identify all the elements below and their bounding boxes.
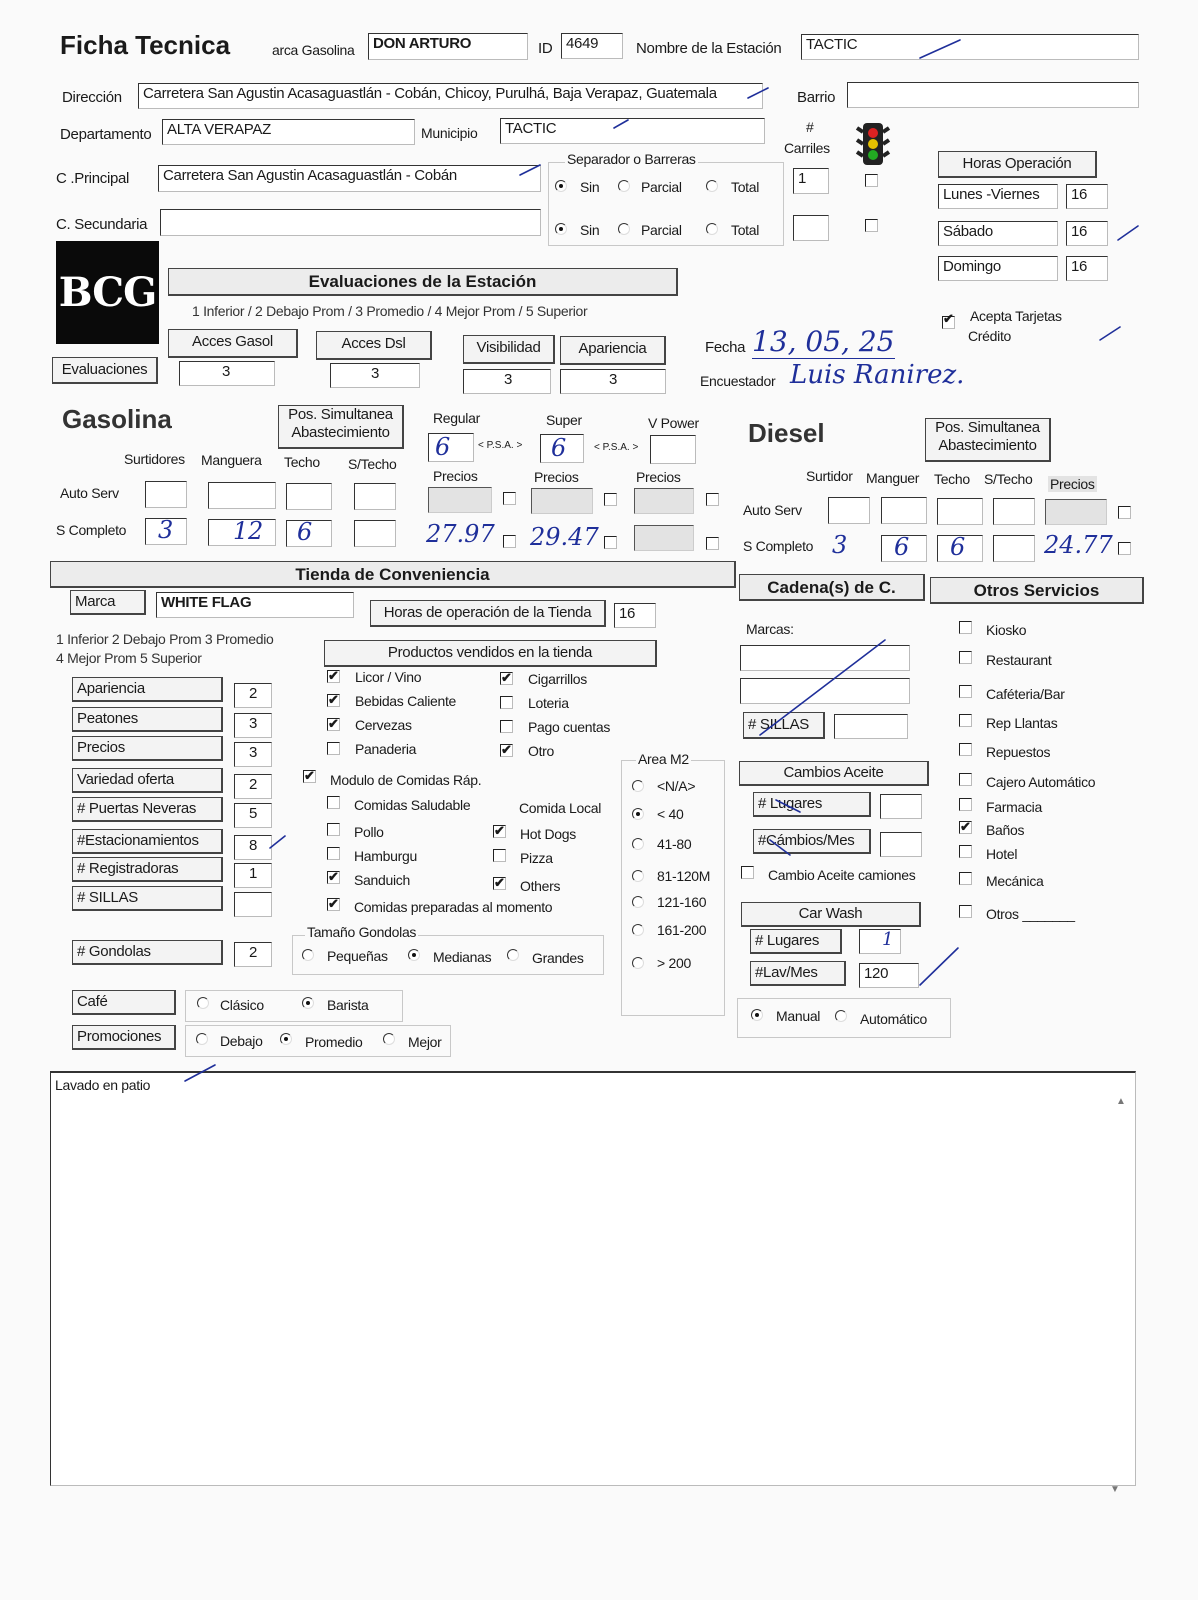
otros-checkbox-7[interactable] — [959, 821, 972, 834]
sc-manguera-field[interactable]: 12 — [208, 519, 276, 546]
otros-checkbox-6[interactable] — [959, 798, 972, 811]
modulo-comidas-checkbox[interactable]: ✔ — [304, 768, 315, 783]
traffic-light-icon — [855, 122, 891, 166]
total-label: Total — [731, 222, 760, 238]
horas-lunes-viernes-field[interactable]: 16 — [1066, 184, 1108, 209]
barista-label: Barista — [327, 997, 369, 1013]
parcial-label: Parcial — [641, 179, 682, 195]
d-sc-precio[interactable]: 24.77 — [1044, 531, 1113, 559]
direccion-label: Dirección — [62, 89, 122, 106]
manguera-header: Manguera — [201, 452, 262, 468]
horas-sabado-label: Sábado — [938, 221, 1058, 246]
d-as-techo-field[interactable] — [937, 498, 983, 525]
diesel-title: Diesel — [748, 418, 825, 448]
separador-principal-sin-radio[interactable] — [555, 180, 567, 192]
barrio-label: Barrio — [797, 89, 836, 106]
producto-checkbox-3[interactable] — [500, 696, 513, 709]
rating-value-6: 1 — [249, 865, 258, 882]
separador-principal-parcial-radio[interactable] — [618, 180, 630, 192]
gasolina-title: Gasolina — [62, 404, 172, 434]
area-radio-5[interactable] — [632, 924, 644, 936]
area-label-2: 41-80 — [657, 836, 692, 852]
diesel-auto-serv-label: Auto Serv — [743, 502, 802, 518]
area-radio-0[interactable] — [632, 780, 644, 792]
sc-regular-checkbox[interactable] — [503, 535, 516, 548]
comida-label-0: Comidas Saludable — [354, 797, 471, 813]
gasolina-pos-simultanea: Pos. Simultanea Abastecimiento — [278, 405, 404, 449]
otros-label-1: Restaurant — [986, 652, 1052, 668]
mejor-label: Mejor — [408, 1034, 442, 1050]
barrio-field[interactable] — [847, 82, 1139, 108]
otros-checkbox-2[interactable] — [959, 685, 972, 698]
c-secundaria-field[interactable] — [160, 209, 541, 236]
otros-checkbox-1[interactable] — [959, 651, 972, 664]
carwash-manual-radio[interactable] — [751, 1009, 763, 1021]
comida-checkbox-3[interactable] — [327, 847, 340, 860]
otros-checkbox-3[interactable] — [959, 714, 972, 727]
otros-label-6: Farmacia — [986, 799, 1042, 815]
vpower-header: V Power — [648, 415, 699, 431]
psa-label: < P.S.A. > — [594, 442, 639, 453]
marca-gasolina-label: arca Gasolina — [272, 42, 355, 58]
page-title: Ficha Tecnica — [60, 30, 231, 60]
evaluaciones-scale: 1 Inferior / 2 Debajo Prom / 3 Promedio / 4 Mejor Prom / 5 Superior — [192, 303, 588, 319]
otros-label-7: Baños — [986, 822, 1025, 838]
as-techo-field[interactable] — [286, 483, 332, 510]
c-principal-field[interactable]: Carretera San Agustin Acasaguastlán - Cobán — [158, 165, 541, 192]
otros-label-3: Rep Llantas — [986, 715, 1058, 731]
producto-label-0: Licor / Vino — [355, 669, 422, 685]
check-icon: ✔ — [328, 716, 339, 731]
diesel-s-completo-label: S Completo — [743, 538, 814, 554]
area-radio-6[interactable] — [632, 957, 644, 969]
sc-precio-regular[interactable]: 27.97 — [426, 520, 495, 548]
horas-domingo-field[interactable]: 16 — [1066, 256, 1108, 281]
producto-checkbox-5[interactable] — [500, 720, 513, 733]
sc-surtidores-field[interactable]: 3 — [145, 518, 187, 545]
otros-checkbox-0[interactable] — [959, 621, 972, 634]
producto-label-4: Cervezas — [355, 717, 412, 733]
tienda-marca-field[interactable]: WHITE FLAG — [156, 592, 354, 618]
sc-precio-super[interactable]: 29.47 — [530, 523, 599, 551]
rating-field-4[interactable] — [234, 803, 272, 828]
producto-checkbox-1[interactable] — [500, 672, 513, 685]
municipio-label: Municipio — [421, 125, 478, 141]
scroll-down-icon[interactable]: ▼ — [1110, 1484, 1120, 1495]
rating-label-7: # SILLAS — [72, 886, 223, 911]
acces-gasol-button[interactable]: Acces Gasol — [168, 329, 298, 358]
rating-label-3: Variedad oferta — [72, 768, 223, 793]
producto-label-6: Panaderia — [355, 741, 417, 757]
cambios-mes-label: #Cámbios/Mes — [753, 829, 871, 854]
comida-checkbox-4[interactable] — [493, 849, 506, 862]
cw-lugares-label: # Lugares — [750, 929, 842, 954]
rating-value-3: 2 — [249, 776, 258, 793]
as-super-checkbox[interactable] — [604, 493, 617, 506]
tienda-horas-label: Horas de operación de la Tienda — [370, 600, 606, 627]
carriles-label: Carriles — [784, 140, 830, 156]
sc-stecho-field[interactable] — [354, 520, 396, 547]
rating-field-0[interactable] — [234, 683, 272, 708]
direccion-field[interactable]: Carretera San Agustin Acasaguastlán - Cobán, Chicoy, Purulhá, Baja Verapaz, Guatemala — [138, 83, 763, 109]
gondolas-field[interactable]: 2 — [234, 942, 272, 967]
d-sc-surtidor[interactable]: 3 — [832, 531, 848, 559]
d-as-manguer-field[interactable] — [881, 497, 927, 524]
acepta-tarjetas-checkbox[interactable] — [942, 311, 955, 329]
separador-title: Separador o Barreras — [567, 151, 696, 167]
tienda-scale-2: 4 Mejor Prom 5 Superior — [56, 650, 202, 666]
s-completo-label: S Completo — [56, 522, 127, 538]
rating-field-2[interactable] — [234, 742, 272, 767]
marcas-field-1[interactable] — [740, 645, 910, 671]
auto-serv-label: Auto Serv — [60, 485, 119, 501]
rating-label-5: #Estacionamientos — [72, 829, 223, 854]
credito-label: Crédito — [968, 328, 1012, 344]
diesel-stecho-header: S/Techo — [984, 471, 1033, 487]
techo-header: Techo — [284, 454, 320, 470]
c-principal-label: C .Principal — [56, 170, 130, 187]
acces-dsl-field[interactable]: 3 — [330, 363, 420, 388]
comida-label-5: Sanduich — [354, 872, 410, 888]
d-as-surtidor-field[interactable] — [828, 497, 870, 524]
rating-value-2: 3 — [249, 744, 258, 761]
producto-checkbox-4[interactable] — [327, 718, 340, 731]
separador-secundaria-parcial-radio[interactable] — [618, 223, 630, 235]
otros-label-9: Mecánica — [986, 873, 1044, 889]
rating-value-5: 8 — [249, 837, 258, 854]
check-icon: ✔ — [960, 819, 971, 834]
area-label-3: 81-120M — [657, 868, 711, 884]
visibilidad-field[interactable]: 3 — [463, 369, 551, 394]
check-icon: ✔ — [501, 742, 512, 757]
cambios-mes-field[interactable] — [880, 832, 922, 857]
otros-checkbox-5[interactable] — [959, 773, 972, 786]
as-precio-vpower-field[interactable] — [634, 488, 694, 514]
municipio-field[interactable]: TACTIC — [500, 118, 765, 144]
comida-label-4: Pizza — [520, 850, 553, 866]
comida-label-7: Comidas preparadas al momento — [354, 899, 553, 915]
tienda-title: Tienda de Conveniencia — [50, 561, 736, 588]
check-icon: ✔ — [328, 692, 339, 707]
d-as-checkbox[interactable] — [1118, 506, 1131, 519]
as-manguera-field[interactable] — [208, 482, 276, 509]
rating-value-0: 2 — [249, 685, 258, 702]
regular-pos-field[interactable]: 6 — [428, 433, 474, 462]
cafe-group — [185, 990, 403, 1022]
parcial-label: Parcial — [641, 222, 682, 238]
producto-label-1: Cigarrillos — [528, 671, 587, 687]
comida-checkbox-2[interactable] — [493, 825, 506, 838]
tamano-gondolas-title: Tamaño Gondolas — [307, 924, 417, 940]
rating-label-4: # Puertas Neveras — [72, 797, 223, 822]
d-sc-techo-field[interactable]: 6 — [937, 535, 983, 562]
sc-techo-field[interactable]: 6 — [286, 520, 332, 547]
acces-dsl-button[interactable]: Acces Dsl — [316, 331, 432, 360]
producto-label-7: Otro — [528, 743, 555, 759]
horas-lunes-viernes-label: Lunes -Viernes — [938, 184, 1058, 209]
comida-checkbox-6[interactable] — [493, 877, 506, 890]
producto-checkbox-0[interactable] — [327, 670, 340, 683]
lav-mes-field[interactable]: 120 — [859, 963, 919, 988]
area-radio-3[interactable] — [632, 870, 644, 882]
cafe-clasico-radio[interactable] — [197, 997, 209, 1009]
vpower-pos-field[interactable] — [650, 435, 696, 464]
separador-principal-total-radio[interactable] — [706, 180, 718, 192]
tienda-marca-label: Marca — [70, 590, 146, 615]
evaluaciones-row-label: Evaluaciones — [52, 357, 158, 384]
gondolas-medianas-radio[interactable] — [408, 949, 420, 961]
cambios-aceite-title: Cambios Aceite — [739, 761, 929, 786]
apariencia-button[interactable]: Apariencia — [560, 336, 666, 365]
promo-promedio-radio[interactable] — [280, 1033, 292, 1045]
scroll-up-icon[interactable]: ▲ — [1116, 1096, 1126, 1107]
area-m2-title: Area M2 — [638, 751, 689, 767]
cambio-camiones-label: Cambio Aceite camiones — [768, 867, 916, 883]
area-radio-4[interactable] — [632, 896, 644, 908]
comida-checkbox-5[interactable] — [327, 871, 340, 884]
area-radio-1[interactable] — [632, 808, 644, 820]
surtidor-header: Surtidor — [806, 468, 853, 484]
rating-label-2: Precios — [72, 736, 223, 761]
producto-checkbox-7[interactable] — [500, 744, 513, 757]
total-label: Total — [731, 179, 760, 195]
car-wash-title: Car Wash — [741, 902, 921, 927]
fecha-label: Fecha — [705, 339, 746, 356]
sin-label: Sin — [580, 179, 600, 195]
comida-label-1: Pollo — [354, 824, 384, 840]
comida-checkbox-7[interactable] — [327, 898, 340, 911]
departamento-field[interactable]: ALTA VERAPAZ — [162, 119, 415, 145]
manual-label: Manual — [776, 1008, 821, 1024]
promo-debajo-radio[interactable] — [196, 1033, 208, 1045]
d-sc-checkbox[interactable] — [1118, 542, 1131, 555]
fecha-value[interactable]: 13, 05, 25 — [752, 325, 895, 358]
area-label-6: > 200 — [657, 955, 691, 971]
carwash-automatico-radio[interactable] — [835, 1010, 847, 1022]
rating-label-6: # Registradoras — [72, 857, 223, 882]
visibilidad-button[interactable]: Visibilidad — [463, 335, 555, 364]
departamento-label: Departamento — [60, 126, 152, 143]
semaforo-secundaria-checkbox[interactable] — [865, 219, 878, 232]
gondolas-pequenas-radio[interactable] — [302, 949, 314, 961]
c-secundaria-label: C. Secundaria — [56, 216, 148, 233]
rating-field-5[interactable] — [234, 835, 272, 860]
surtidores-header: Surtidores — [124, 451, 185, 467]
promedio-label: Promedio — [305, 1034, 363, 1050]
productos-title: Productos vendidos en la tienda — [324, 640, 657, 667]
encuestador-label: Encuestador — [700, 373, 776, 389]
encuestador-value[interactable]: Luis Ranirez. — [790, 360, 965, 390]
evaluaciones-title: Evaluaciones de la Estación — [168, 268, 678, 296]
otros-label-0: Kiosko — [986, 622, 1027, 638]
sin-label: Sin — [580, 222, 600, 238]
area-label-0: <N/A> — [657, 778, 696, 794]
psa-label: < P.S.A. > — [478, 440, 523, 451]
otros-checkbox-4[interactable] — [959, 743, 972, 756]
medianas-label: Medianas — [433, 949, 492, 965]
acces-gasol-field[interactable]: 3 — [179, 361, 275, 386]
gondolas-label: # Gondolas — [72, 940, 223, 965]
modulo-comidas-label: Modulo de Comidas Ráp. — [330, 772, 482, 788]
cafe-label: Café — [72, 990, 176, 1015]
rating-label-1: Peatones — [72, 707, 223, 732]
precios-super-header: Precios — [534, 469, 579, 485]
otros-label-5: Cajero Automático — [986, 774, 1096, 790]
cadena-sillas-field[interactable] — [834, 714, 908, 739]
tienda-scale-1: 1 Inferior 2 Debajo Prom 3 Promedio — [56, 631, 274, 647]
area-radio-2[interactable] — [632, 838, 644, 850]
manguer-header: Manguer — [866, 470, 920, 486]
gondolas-grandes-radio[interactable] — [507, 949, 519, 961]
debajo-label: Debajo — [220, 1033, 263, 1049]
notes-textarea[interactable]: Lavado en patio — [50, 1071, 1136, 1486]
ca-lugares-label: # Lugares — [753, 792, 871, 817]
check-icon: ✔ — [501, 670, 512, 685]
carriles-secundaria-field[interactable] — [793, 215, 829, 241]
cadena-title: Cadena(s) de C. — [739, 574, 925, 601]
d-as-precio-field[interactable] — [1045, 499, 1107, 525]
rating-field-6[interactable] — [234, 863, 272, 888]
otros-checkbox-8[interactable] — [959, 845, 972, 858]
otros-label-10: Otros _______ — [986, 906, 1075, 922]
id-label: ID — [538, 40, 553, 57]
clasico-label: Clásico — [220, 997, 264, 1013]
producto-label-3: Loteria — [528, 695, 569, 711]
sc-precio-vpower-field[interactable] — [634, 525, 694, 551]
otros-label-8: Hotel — [986, 846, 1018, 862]
rating-field-3[interactable] — [234, 774, 272, 799]
check-icon: ✔ — [494, 823, 505, 838]
area-label-5: 161-200 — [657, 922, 707, 938]
check-icon: ✔ — [943, 311, 954, 326]
carriles-hash: # — [806, 119, 814, 135]
check-icon: ✔ — [328, 896, 339, 911]
comida-label-2: Hot Dogs — [520, 826, 576, 842]
rating-field-1[interactable] — [234, 713, 272, 738]
ca-lugares-field[interactable] — [880, 794, 922, 819]
cadena-sillas-label: # SILLAS — [743, 712, 825, 739]
bcg-logo: BCG — [56, 241, 159, 344]
marca-gasolina-field[interactable]: DON ARTURO — [368, 33, 528, 60]
carriles-principal-field[interactable]: 1 — [793, 168, 829, 194]
producto-checkbox-6[interactable] — [327, 742, 340, 755]
producto-label-5: Pago cuentas — [528, 719, 611, 735]
rating-field-7[interactable] — [234, 892, 272, 917]
d-sc-stecho-field[interactable] — [993, 535, 1035, 562]
comida-label-6: Others — [520, 878, 561, 894]
horas-domingo-label: Domingo — [938, 256, 1058, 281]
check-icon: ✔ — [328, 869, 339, 884]
comida-label-3: Hamburgu — [354, 848, 417, 864]
otros-label-4: Repuestos — [986, 744, 1051, 760]
as-surtidores-field[interactable] — [145, 481, 187, 508]
grandes-label: Grandes — [532, 950, 584, 966]
diesel-pos-simultanea: Pos. Simultanea Abastecimiento — [925, 418, 1051, 462]
marcas-label: Marcas: — [746, 621, 794, 637]
otros-servicios-title: Otros Servicios — [930, 577, 1144, 604]
comida-checkbox-0[interactable] — [327, 796, 340, 809]
diesel-precios-header: Precios — [1050, 476, 1095, 492]
lav-mes-label: #Lav/Mes — [750, 961, 846, 986]
as-stecho-field[interactable] — [354, 483, 396, 510]
sc-vpower-checkbox[interactable] — [706, 537, 719, 550]
id-field[interactable]: 4649 — [561, 33, 623, 59]
comida-local-label: Comida Local — [519, 800, 601, 816]
area-m2-group — [621, 760, 725, 1016]
acepta-tarjetas-label: Acepta Tarjetas — [970, 308, 1062, 324]
cafe-barista-radio[interactable] — [302, 997, 314, 1009]
sc-super-checkbox[interactable] — [604, 536, 617, 549]
semaforo-principal-checkbox[interactable] — [865, 174, 878, 187]
s-techo-header: S/Techo — [348, 456, 397, 472]
as-regular-checkbox[interactable] — [503, 492, 516, 505]
rating-label-0: Apariencia — [72, 677, 223, 702]
check-icon: ✔ — [328, 668, 339, 683]
marcas-field-2[interactable] — [740, 678, 910, 704]
separador-secundaria-total-radio[interactable] — [706, 223, 718, 235]
otros-label-2: Caféteria/Bar — [986, 686, 1065, 702]
horas-sabado-field[interactable]: 16 — [1066, 221, 1108, 246]
cambio-camiones-checkbox[interactable] — [741, 866, 754, 879]
automatico-label: Automático — [860, 1011, 928, 1027]
as-precio-regular-field[interactable] — [428, 487, 492, 513]
nombre-estacion-label: Nombre de la Estación — [636, 40, 782, 57]
cw-lugares-field[interactable]: 1 — [859, 929, 901, 954]
separador-secundaria-sin-radio[interactable] — [555, 223, 567, 235]
precios-vpower-header: Precios — [636, 469, 681, 485]
nombre-estacion-field[interactable]: TACTIC — [801, 34, 1139, 60]
d-sc-manguer-field[interactable]: 6 — [881, 535, 927, 562]
horas-operacion-title: Horas Operación — [938, 151, 1097, 178]
as-precio-super-field[interactable] — [531, 488, 593, 514]
regular-header: Regular — [433, 410, 480, 426]
promo-mejor-radio[interactable] — [383, 1033, 395, 1045]
check-icon: ✔ — [494, 875, 505, 890]
comida-checkbox-1[interactable] — [327, 823, 340, 836]
apariencia-field[interactable]: 3 — [560, 369, 666, 394]
super-header: Super — [546, 412, 582, 428]
area-label-4: 121-160 — [657, 894, 707, 910]
otros-checkbox-9[interactable] — [959, 872, 972, 885]
promociones-label: Promociones — [72, 1025, 176, 1050]
producto-label-2: Bebidas Caliente — [355, 693, 457, 709]
producto-checkbox-2[interactable] — [327, 694, 340, 707]
area-label-1: < 40 — [657, 806, 684, 822]
pequenas-label: Pequeñas — [327, 948, 388, 964]
d-as-stecho-field[interactable] — [993, 498, 1035, 525]
precios-regular-header: Precios — [433, 468, 478, 484]
as-vpower-checkbox[interactable] — [706, 493, 719, 506]
otros-checkbox-10[interactable] — [959, 905, 972, 918]
diesel-techo-header: Techo — [934, 471, 970, 487]
rating-value-1: 3 — [249, 715, 258, 732]
super-pos-field[interactable]: 6 — [540, 434, 584, 463]
rating-value-4: 5 — [249, 805, 258, 822]
tienda-horas-field[interactable]: 16 — [614, 603, 656, 628]
